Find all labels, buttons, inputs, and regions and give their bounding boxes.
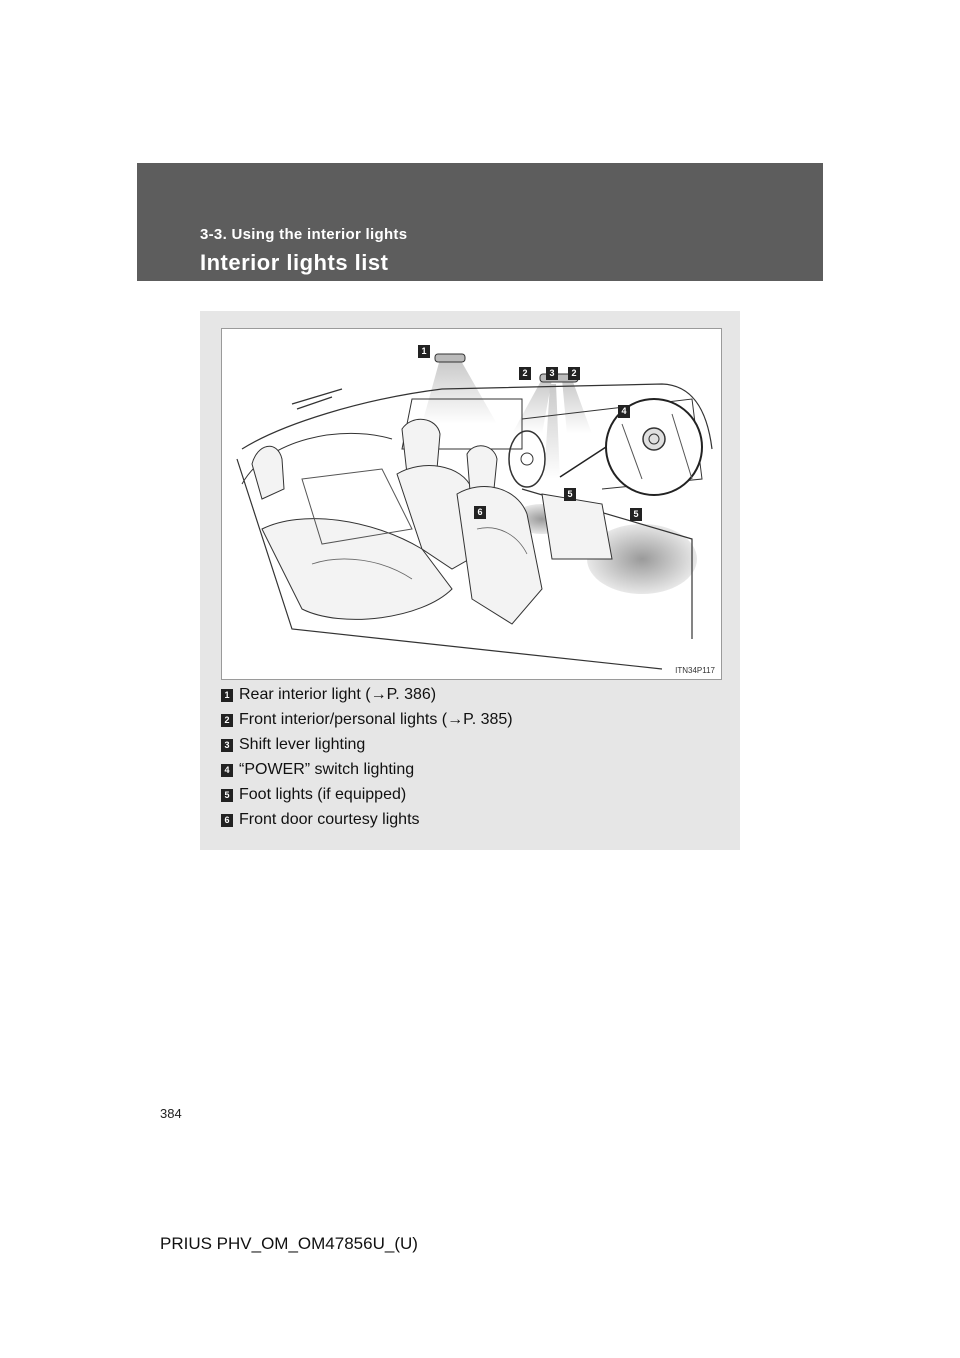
callout-2-right: 2	[568, 367, 580, 380]
callout-6: 6	[474, 506, 486, 519]
callout-4: 4	[618, 405, 630, 418]
callout-2-left: 2	[519, 367, 531, 380]
page-title: Interior lights list	[200, 250, 389, 275]
callout-1: 1	[418, 345, 430, 358]
legend-text: “POWER” switch lighting	[239, 761, 415, 778]
document-code: PRIUS PHV_OM_OM47856U_(U)	[160, 1234, 418, 1253]
figure-code: ITN34P117	[675, 666, 715, 675]
interior-illustration	[221, 328, 722, 680]
legend-number: 1	[221, 689, 233, 702]
page-number: 384	[160, 1106, 182, 1121]
legend-text: Shift lever lighting	[239, 736, 366, 753]
legend-number: 6	[221, 814, 233, 827]
callout-3: 3	[546, 367, 558, 380]
legend-text: Rear interior light (→P. 386)	[239, 686, 437, 703]
legend-number: 5	[221, 789, 233, 802]
section-label: 3-3. Using the interior lights	[200, 226, 408, 243]
legend-number: 3	[221, 739, 233, 752]
legend-text: Front door courtesy lights	[239, 811, 420, 828]
legend-number: 2	[221, 714, 233, 727]
callout-5-center: 5	[564, 488, 576, 501]
legend-number: 4	[221, 764, 233, 777]
front-light-beam-right	[562, 379, 592, 434]
legend-text: Foot lights (if equipped)	[239, 786, 407, 803]
rear-light-beam	[422, 359, 497, 424]
power-button-icon	[643, 428, 665, 450]
callout-5-right: 5	[630, 508, 642, 521]
legend-text: Front interior/personal lights (→P. 385)	[239, 711, 513, 728]
car-interior-drawing	[222, 329, 723, 681]
